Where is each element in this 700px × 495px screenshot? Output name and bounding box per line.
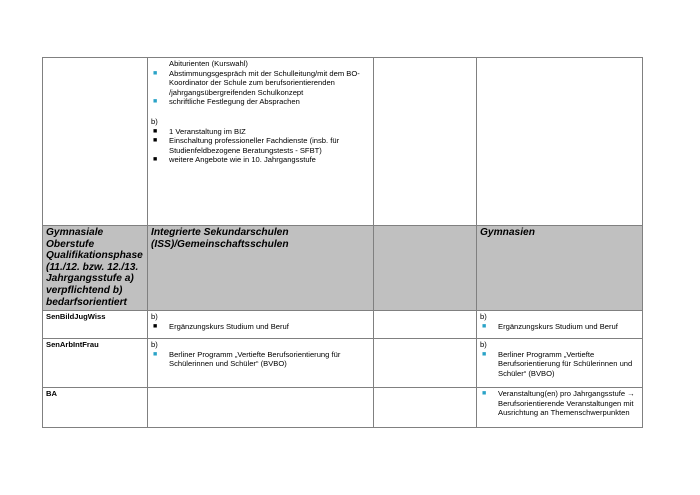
- table-row: [43, 388, 643, 428]
- table-row: [43, 339, 643, 388]
- cell-empty: [374, 339, 477, 388]
- bullet-icon: ■: [482, 322, 487, 330]
- cell-empty: [43, 58, 148, 226]
- list-item: ■ Berliner Programm „Vertiefte Berufsorientierung für Schülerinnen und Schüler“ (BVBO): [153, 349, 341, 369]
- bullet-icon: ■: [153, 137, 158, 145]
- document-table: [42, 57, 643, 428]
- cell-iss: b) ■ Ergänzungskurs Studium und Beruf: [148, 311, 374, 339]
- bullet-icon: ■: [153, 98, 158, 106]
- list-item: ■ schriftliche Festlegung der Absprachen: [153, 97, 300, 107]
- header-row: [43, 226, 643, 311]
- row-label-cell: SenArbIntFrau: [43, 339, 148, 388]
- header-cell-empty: [374, 226, 477, 311]
- bullet-icon: ■: [153, 69, 158, 77]
- cell-gymnasien: b) ■ Ergänzungskurs Studium und Beruf: [477, 311, 643, 339]
- list-item: ■ Ergänzungskurs Studium und Beruf: [482, 321, 618, 331]
- list-item: ■ weitere Angebote wie in 10. Jahrgangsstufe: [153, 155, 316, 165]
- b-label: b): [151, 116, 158, 126]
- table-row: [43, 311, 643, 339]
- bullet-icon: ■: [153, 127, 158, 135]
- continued-text: Abiturienten (Kurswahl): [169, 59, 248, 68]
- cell-empty: [374, 58, 477, 226]
- row-label-cell: BA: [43, 388, 148, 428]
- teal-bullet-list: [151, 69, 370, 107]
- list-item: ■ Einschaltung professioneller Fachdienste (insb. für Studienfeldbezogene Beratungstests - SFBT): [153, 136, 340, 155]
- cell-empty: [477, 58, 643, 226]
- list-item: ■ Abstimmungsgespräch mit der Schulleitung/mit dem BO-Koordinator der Schule zum berufsorientierenden /jahrgangsübergreifenden Schulkonzept: [153, 68, 360, 97]
- list-item: ■ Veranstaltung(en) pro Jahrgangsstufe → Berufsorientierende Veranstaltungen mit Ausrichtung an Themenschwerpunkten: [482, 389, 635, 418]
- bullet-icon: ■: [482, 390, 487, 398]
- bullet-icon: ■: [482, 350, 487, 358]
- bullet-icon: ■: [153, 322, 158, 330]
- list-item: ■ Berliner Programm „Vertiefte Berufsorientierung für Schülerinnen und Schüler“ (BVBO): [482, 349, 633, 378]
- cell-iss-continued: [148, 58, 374, 226]
- header-cell-stage: Gymnasiale Oberstufe Qualifikationsphase (11./12. bzw. 12./13. Jahrgangsstufe a) verpflichtend b) bedarfsorientiert: [43, 226, 148, 311]
- list-item: ■ 1 Veranstaltung im BIZ: [153, 126, 246, 136]
- table-row-continued: [43, 58, 643, 226]
- list-item: ■ Ergänzungskurs Studium und Beruf: [153, 321, 289, 331]
- header-cell-gymnasien: Gymnasien: [477, 226, 643, 311]
- cell-iss: b) ■ Berliner Programm „Vertiefte Berufsorientierung für Schülerinnen und Schüler“ (BVBO): [148, 339, 374, 388]
- cell-empty: [374, 388, 477, 428]
- cell-gymnasien: [477, 388, 643, 428]
- header-cell-iss: Integrierte Sekundarschulen (ISS)/Gemeinschaftsschulen: [148, 226, 374, 311]
- cell-gymnasien: b) ■ Berliner Programm „Vertiefte Berufsorientierung für Schülerinnen und Schüler“ (BVBO): [477, 339, 643, 388]
- bullet-icon: ■: [153, 156, 158, 164]
- bullet-icon: ■: [153, 350, 158, 358]
- row-label-cell: SenBildJugWiss: [43, 311, 148, 339]
- cell-empty: [148, 388, 374, 428]
- black-bullet-list: [151, 127, 370, 165]
- cell-empty: [374, 311, 477, 339]
